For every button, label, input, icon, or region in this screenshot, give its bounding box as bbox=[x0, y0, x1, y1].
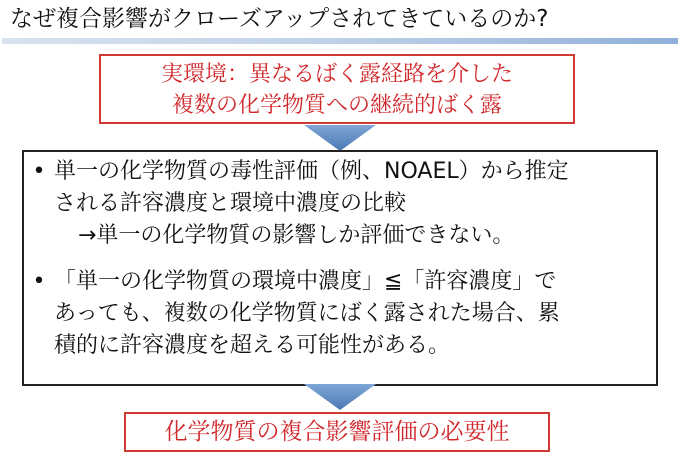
bullet-1: • bbox=[32, 159, 46, 184]
exposure-box bbox=[99, 54, 575, 124]
explanation-box bbox=[22, 150, 658, 386]
down-arrow-icon bbox=[304, 125, 376, 151]
exposure-line-1: 実環境：異なるばく露経路を介した bbox=[160, 62, 513, 87]
conclusion-box bbox=[124, 412, 550, 452]
point-2 bbox=[32, 266, 654, 362]
point-1-line-3: →単一の化学物質の影響しか評価できない。 bbox=[78, 223, 515, 248]
conclusion-text: 化学物質の複合影響評価の必要性 bbox=[164, 419, 510, 445]
point-2-line-3: 積的に許容濃度を超える可能性がある。 bbox=[54, 333, 451, 358]
slide-title: なぜ複合影響がクローズアップされてきているのか? bbox=[10, 6, 549, 32]
point-1-line-1: 単一の化学物質の毒性評価（例、NOAEL）から推定 bbox=[54, 159, 569, 184]
point-2-line-1: 「単一の化学物質の環境中濃度」≦「許容濃度」で bbox=[54, 269, 557, 294]
exposure-line-2: 複数の化学物質への継続的ばく露 bbox=[171, 93, 502, 118]
point-2-line-2: あっても、複数の化学物質にばく露された場合、累 bbox=[54, 301, 560, 326]
bullet-2: • bbox=[32, 269, 46, 294]
point-1-line-2: される許容濃度と環境中濃度の比較 bbox=[54, 191, 407, 216]
point-1 bbox=[32, 156, 654, 252]
title-underline bbox=[2, 38, 678, 44]
down-arrow-icon bbox=[304, 384, 376, 410]
